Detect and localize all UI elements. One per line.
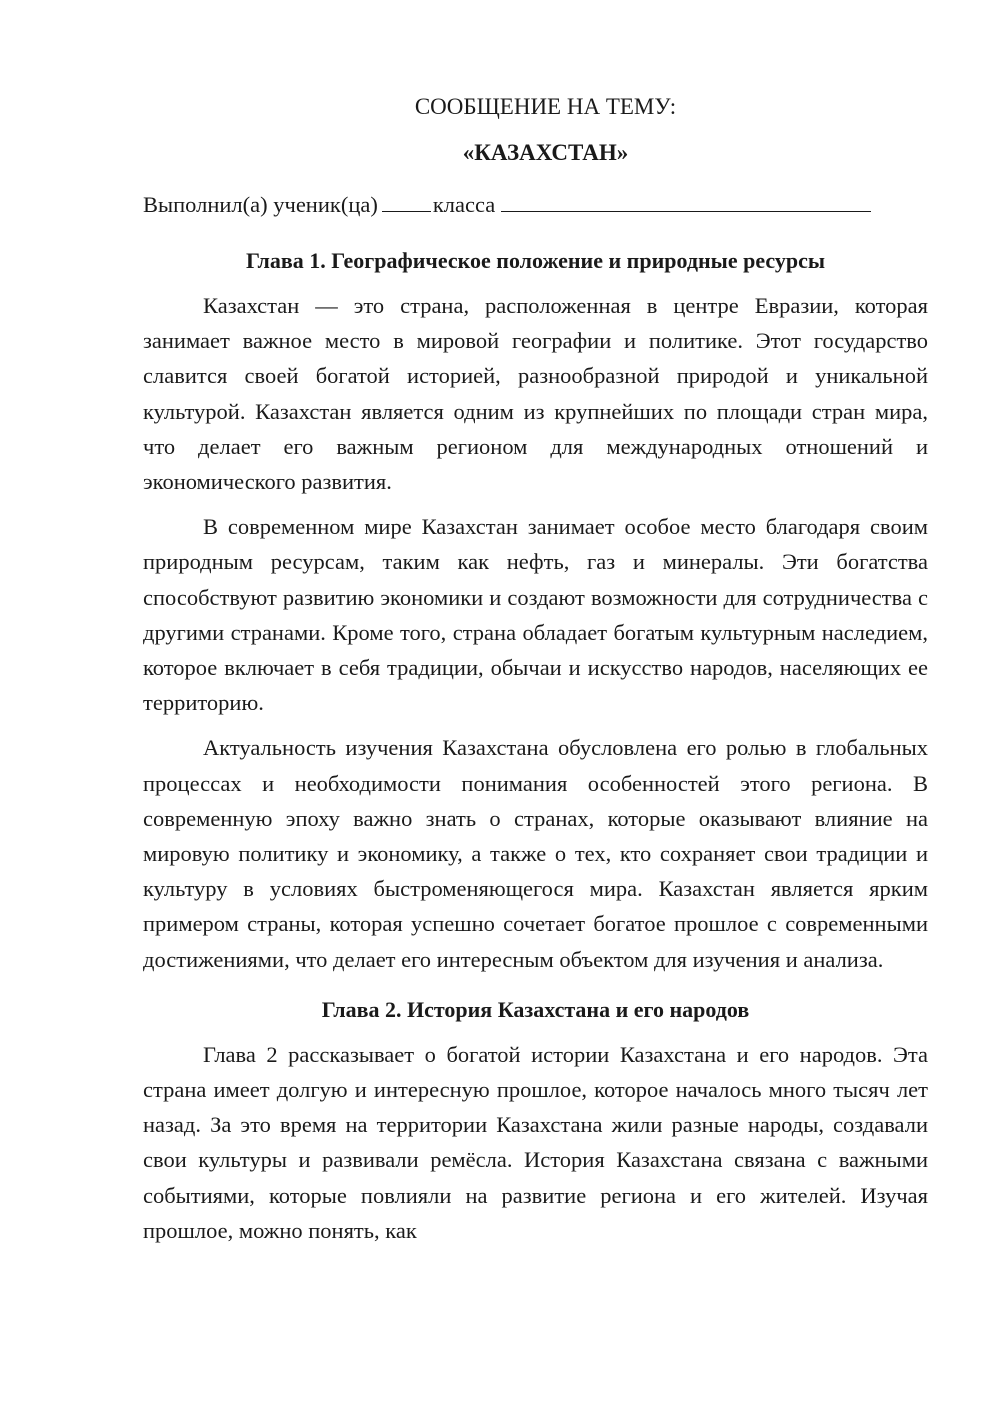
document-title-line1: СООБЩЕНИЕ НА ТЕМУ: — [414, 94, 677, 119]
class-word: класса — [432, 192, 496, 217]
chapter1-heading: Глава 1. Географическое положение и природные ресурсы — [245, 248, 826, 273]
class-number-blank — [382, 193, 431, 212]
chapter1-paragraph-3: Актуальность изучения Казахстана обусловлена его ролью в глобальных процессах и необходимости понимания особенностей этого региона. В современную эпоху важно знать о странах, которые оказывают влияние на мировую политику и экономику, а также о тех, кто сохраняет свои традиции и культуру в условиях быстроменяющегося мира. Казахстан является ярким примером страны, которая успешно сочетает богатое прошлое с современными достижениями, что делает его интересным объектом для изучения и анализа. — [143, 735, 928, 972]
document-title-line2: «КАЗАХСТАН» — [462, 140, 629, 165]
chapter1-paragraph-1: Казахстан — это страна, расположенная в центре Евразии, которая занимает важное место в мировой географии и политике. Этот государство славится своей богатой историей, разнообразной природой и уникальной культурой. Казахстан является одним из крупнейших по площади стран мира, что делает его важным регионом для международных отношений и экономического развития. — [143, 293, 928, 495]
author-name-blank — [501, 193, 871, 212]
chapter2-heading: Глава 2. История Казахстана и его народов — [321, 996, 750, 1022]
author-prefix: Выполнил(а) ученик(ца) — [143, 192, 378, 217]
document-page — [143, 92, 928, 1248]
chapter1-paragraph-2: В современном мире Казахстан занимает особое место благодаря своим природным ресурсам, таким как нефть, газ и минералы. Эти богатства способствуют развитию экономики и создают возможности для сотрудничества с другими странами. Кроме того, страна обладает богатым культурным наследием, которое включает в себя традиции, обычаи и искусство народов, населяющих ее территорию. — [143, 514, 928, 716]
chapter2-paragraph-1: Глава 2 рассказывает о богатой истории Казахстана и его народов. Эта страна имеет долгую и интересную прошлое, которое началось много тысяч лет назад. За это время на территории Казахстана жили разные народы, создавали свои культуры и развивали ремёсла. История Казахстана связана с важными событиями, которые повлияли на развитие региона и его жителей. Изучая прошлое, можно понять, как — [143, 1041, 928, 1243]
author-line — [143, 190, 928, 220]
